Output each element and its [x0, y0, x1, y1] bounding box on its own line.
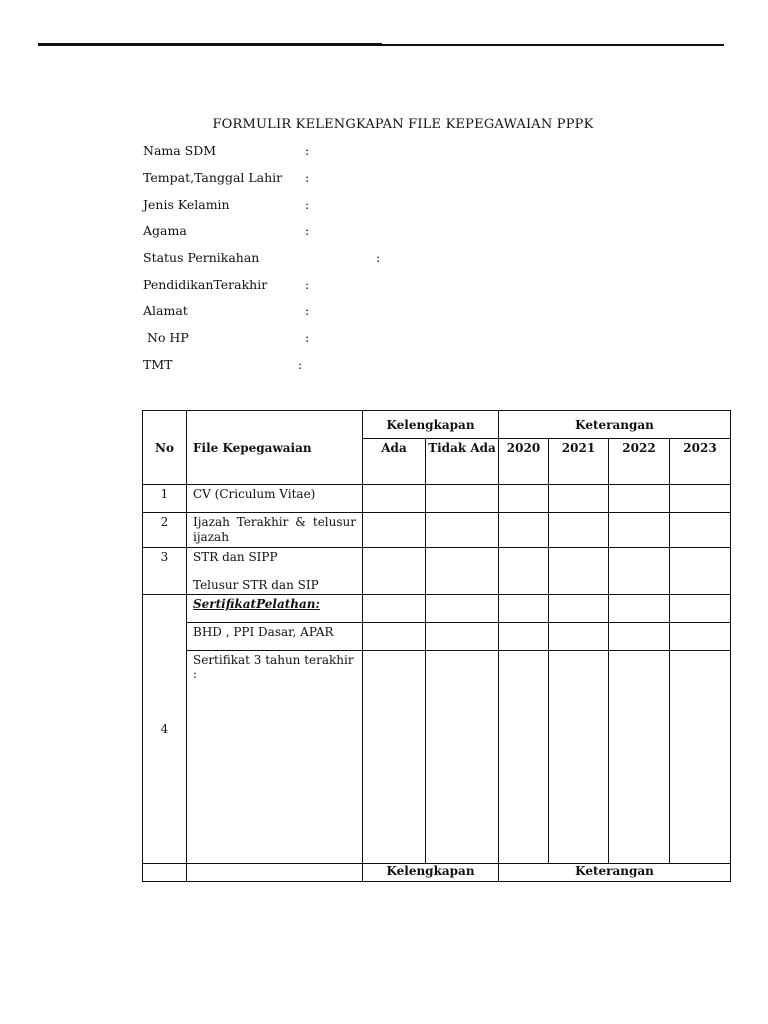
- field-colon: :: [305, 277, 310, 292]
- header-rule-right: [382, 44, 724, 46]
- field-label: PendidikanTerakhir: [143, 277, 268, 292]
- field-label: Alamat: [143, 303, 188, 318]
- table-row: [143, 548, 731, 595]
- row-file-line: Telusur STR dan SIP: [193, 578, 319, 592]
- row-no: 3: [143, 548, 187, 595]
- field-colon: :: [305, 170, 310, 185]
- header-keterangan: Keterangan: [499, 411, 731, 439]
- field-label: No HP: [147, 330, 189, 345]
- field-colon: :: [305, 303, 310, 318]
- row-file-line: STR dan SIPP: [193, 550, 278, 564]
- field-label: Jenis Kelamin: [143, 197, 230, 212]
- header-no: No: [143, 411, 187, 485]
- header-year-2023: 2023: [670, 439, 731, 485]
- header-year-2022: 2022: [609, 439, 670, 485]
- field-label: Agama: [143, 223, 187, 238]
- field-colon: :: [305, 223, 310, 238]
- row-file: SertifikatPelathan:: [187, 595, 363, 623]
- field-label: Status Pernikahan: [143, 250, 260, 265]
- field-colon: :: [376, 250, 381, 265]
- row-file: BHD , PPI Dasar, APAR: [187, 623, 363, 651]
- field-label: TMT: [143, 357, 173, 372]
- header-file-kepegawaian: File Kepegawaian: [187, 411, 363, 485]
- row-no: 4: [143, 595, 187, 864]
- header-year-2020: 2020: [499, 439, 549, 485]
- row-no: 2: [143, 513, 187, 548]
- header-kelengkapan: Kelengkapan: [363, 411, 499, 439]
- table-row: [143, 595, 731, 623]
- table-header-row: [143, 411, 731, 439]
- table-row: [143, 651, 731, 864]
- field-colon: :: [305, 330, 310, 345]
- row-file: CV (Criculum Vitae): [187, 485, 363, 513]
- table-row: [143, 623, 731, 651]
- row-file: Sertifikat 3 tahun terakhir :: [187, 651, 363, 864]
- row-file: Ijazah Terakhir & telusur ijazah: [187, 513, 363, 548]
- field-colon: :: [305, 143, 310, 158]
- field-label: Nama SDM: [143, 143, 217, 158]
- table-row: [143, 485, 731, 513]
- header-rule-left: [38, 43, 382, 46]
- table-footer-row: [143, 864, 731, 882]
- header-year-2021: 2021: [549, 439, 609, 485]
- field-label: Tempat,Tanggal Lahir: [143, 170, 283, 185]
- field-colon: :: [298, 357, 303, 372]
- footer-keterangan: Keterangan: [499, 864, 731, 882]
- kelengkapan-table: [142, 410, 731, 882]
- form-title: FORMULIR KELENGKAPAN FILE KEPEGAWAIAN PPPK: [212, 117, 594, 132]
- row-no: 1: [143, 485, 187, 513]
- header-tidak-ada: Tidak Ada: [426, 439, 499, 485]
- row-file: [187, 548, 363, 595]
- field-colon: :: [305, 197, 310, 212]
- header-ada: Ada: [363, 439, 426, 485]
- footer-kelengkapan: Kelengkapan: [363, 864, 499, 882]
- table-row: [143, 513, 731, 548]
